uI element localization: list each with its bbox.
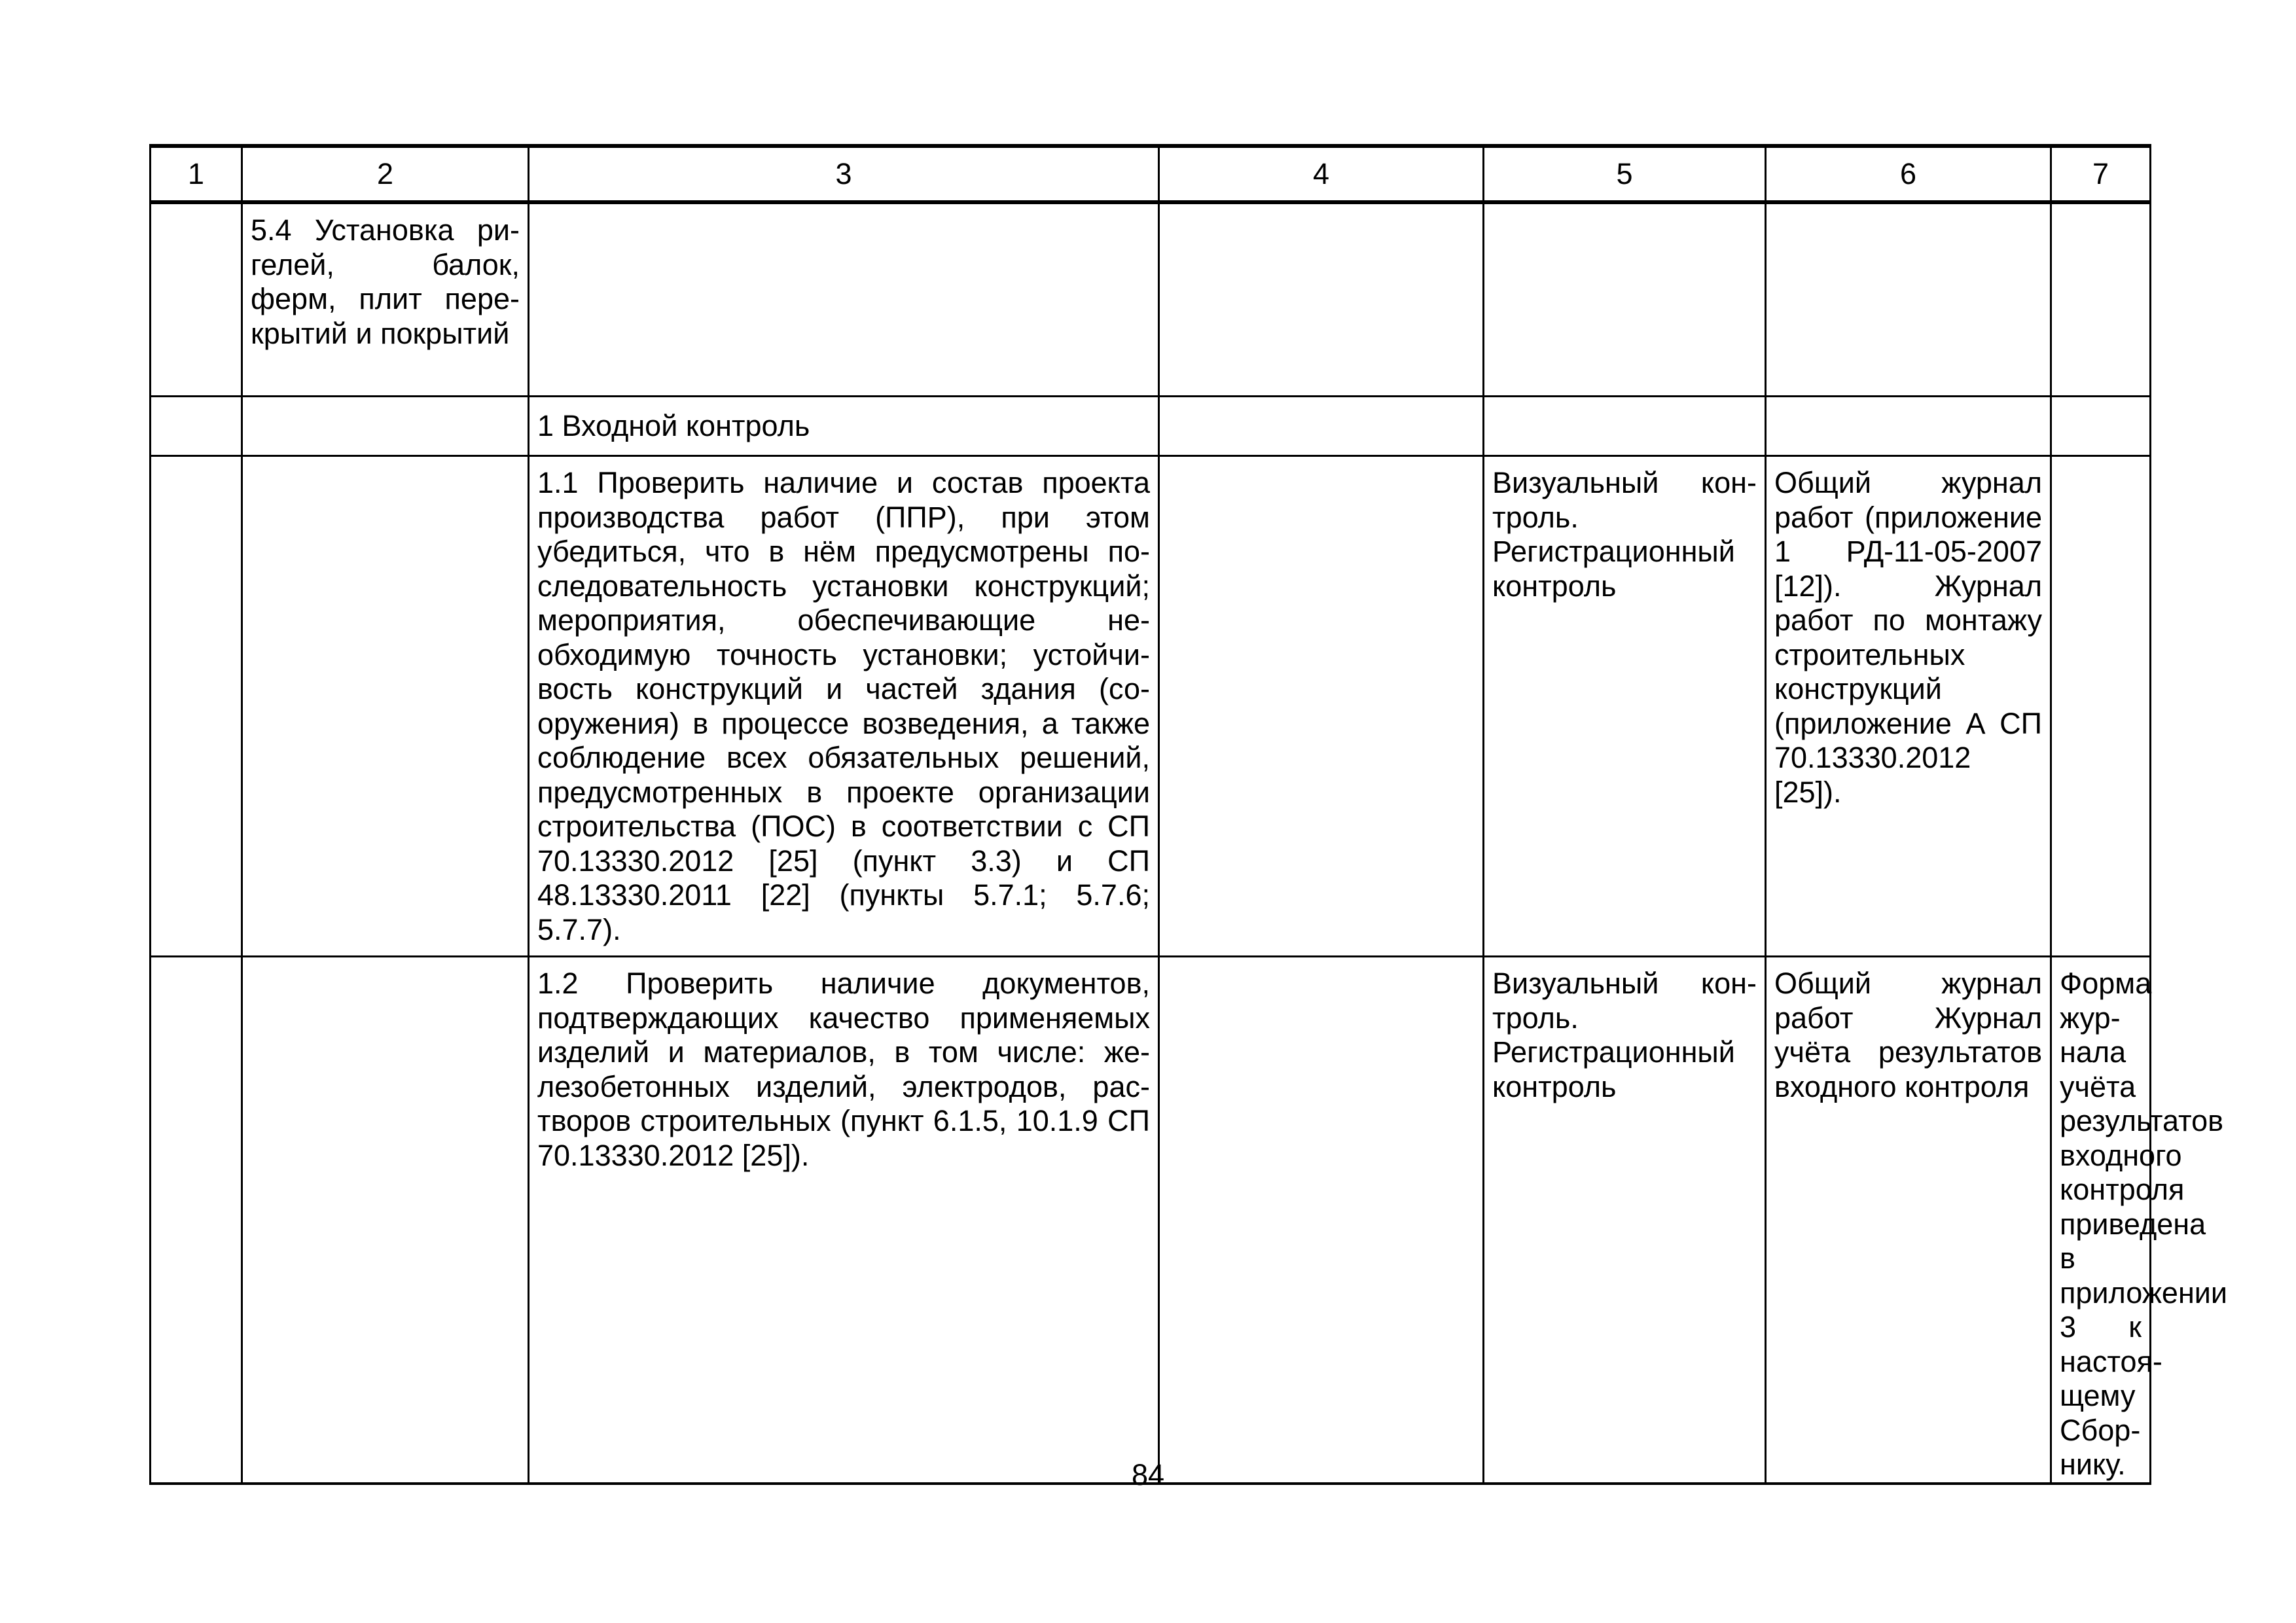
documents-cell: Общий журнал работ Журнал учёта результатов входного контроля bbox=[1774, 967, 2042, 1103]
method-cell: Визуальный контроль. Регистрационный контроль bbox=[1492, 967, 1757, 1103]
table-row bbox=[151, 957, 2151, 1484]
requirement-cell: 1.1 Проверить наличие и состав проекта производства работ (ППР), при этом убедиться, что в нём предусмотрены последовательность установки конструкций; мероприятия, обеспечивающие необходимую точность установки; устойчивость конструкций и частей здания (сооружения) в процессе возведения, а также соблюдение всех обязательных решений, предусмотренных в проекте организации строительства (ПОС) в соответствии с СП 70.13330.2012 [25] (пункт 3.3) и СП 48.13330.2011 [22] (пункты 5.7.1; 5.7.6; 5.7.7). bbox=[537, 466, 1150, 946]
header-cell-1: 1 bbox=[151, 146, 242, 202]
subsection-title: 1 Входной контроль bbox=[537, 408, 810, 442]
subsection-row bbox=[151, 397, 2151, 456]
header-cell-6: 6 bbox=[1766, 146, 2051, 202]
header-cell-5: 5 bbox=[1484, 146, 1766, 202]
section-title: 5.4 Установка ригелей, балок, ферм, плит перекрытий и покрытий bbox=[251, 213, 520, 350]
header-cell-4: 4 bbox=[1159, 146, 1484, 202]
method-cell: Визуальный контроль. Регистрационный контроль bbox=[1492, 466, 1757, 603]
page-number: 84 bbox=[1131, 1458, 1165, 1491]
header-cell-2: 2 bbox=[242, 146, 529, 202]
table-row bbox=[151, 456, 2151, 957]
documents-cell: Общий журнал работ (приложение 1 РД-11-05-2007 [12]). Журнал работ по монтажу строительных конструкций (приложение А СП 70.13330.2012 [25]). bbox=[1774, 466, 2042, 809]
control-table bbox=[149, 144, 2228, 1485]
section-row bbox=[151, 202, 2151, 397]
header-cell-7: 7 bbox=[2051, 146, 2151, 202]
header-cell-3: 3 bbox=[529, 146, 1159, 202]
header-row bbox=[151, 146, 2151, 202]
note-cell: Форма журнала учёта результатов входного контроля приведена в приложении 3 к настоящему Сборнику. bbox=[2060, 967, 2228, 1481]
requirement-cell: 1.2 Проверить наличие документов, подтверждающих качество применяемых изделий и материалов, в том числе: железобетонных изделий, электродов, растворов строительных (пункт 6.1.5, 10.1.9 СП 70.13330.2012 [25]). bbox=[537, 967, 1150, 1172]
